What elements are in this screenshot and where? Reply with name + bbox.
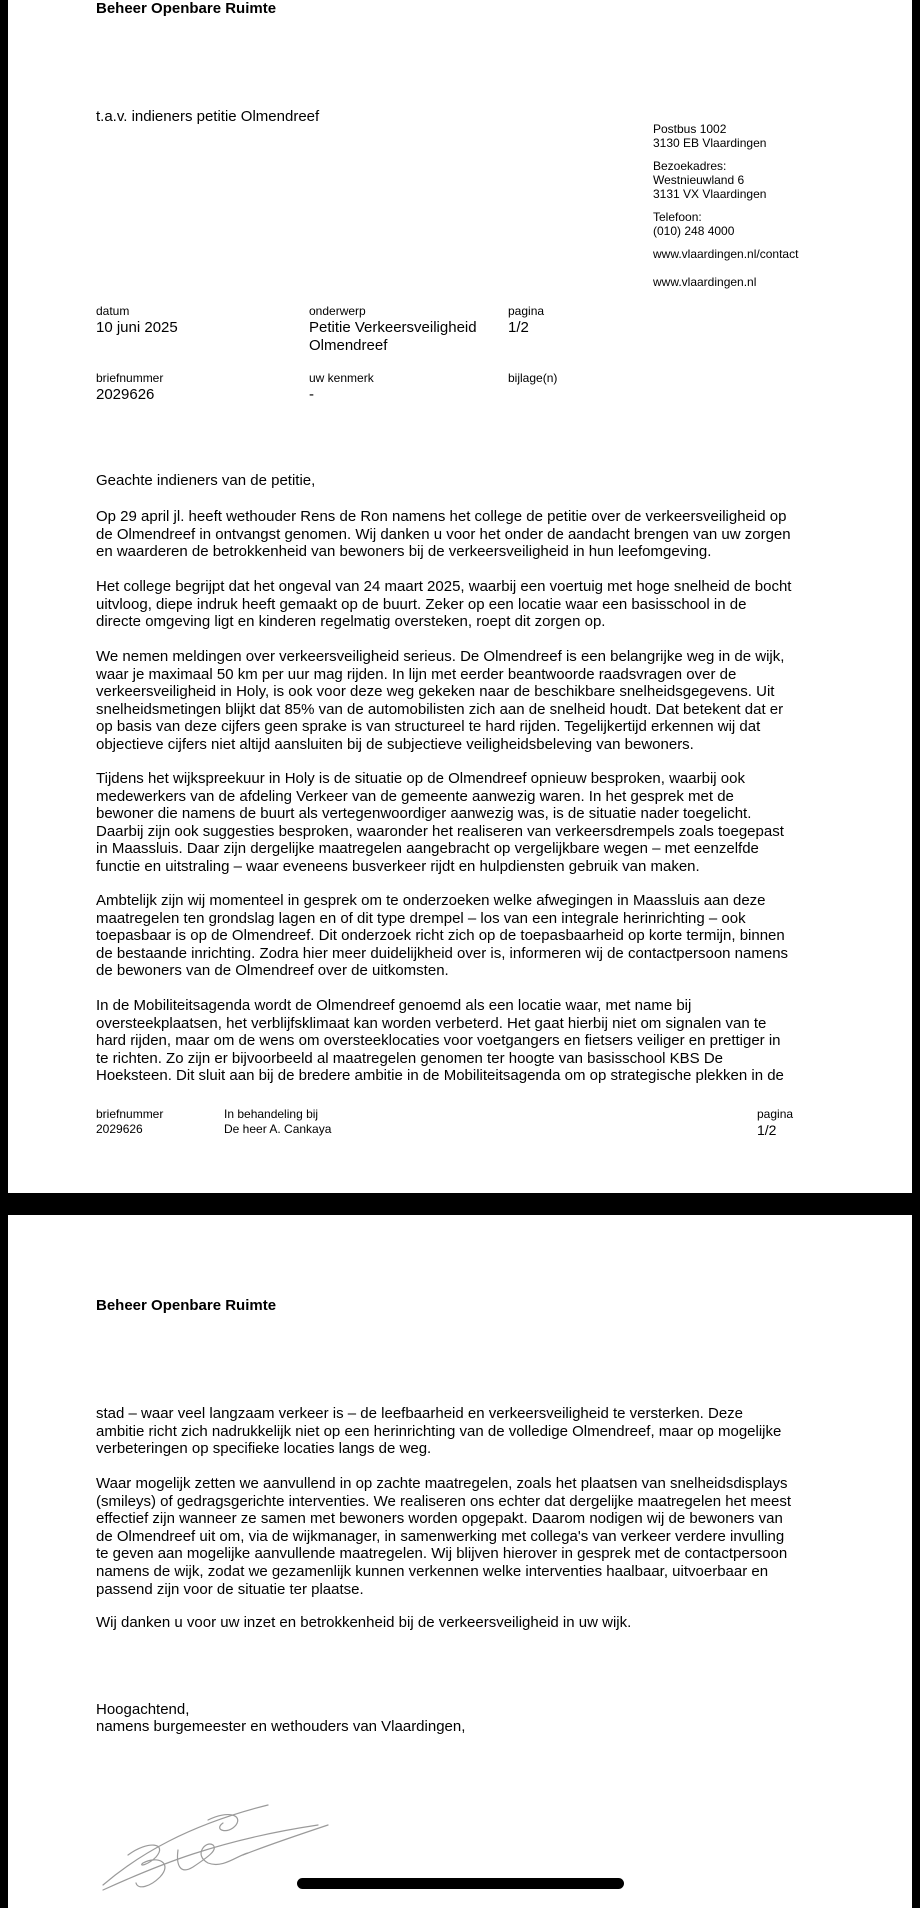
phone-number: (010) 248 4000 [653, 224, 735, 238]
text-line: de bewoners van de Olmendreef over de uitkomsten. [96, 962, 449, 980]
text-line: hard rijden, maar om de wens om oversteeklocaties voor voetgangers en fietsers veiliger en prettiger in [96, 1032, 781, 1050]
closing: Hoogachtend, [96, 1701, 190, 1718]
onderwerp-line-1: Petitie Verkeersveiligheid [309, 319, 477, 336]
text-line: (smileys) of gedragsgerichte interventies. We realiseren ons echter dat dergelijke maatregelen het meest [96, 1492, 792, 1510]
text-line: verkeersveiligheid in Holy, is ook voor deze weg gekeken naar de beschikbare snelheidsgegevens. Uit [96, 683, 775, 701]
text-line: objectieve cijfers niet altijd aansluiten bij de subjectieve veiligheidsbeleving van bewoners. [96, 735, 694, 753]
bijlage-label: bijlage(n) [508, 371, 558, 385]
pagina-label: pagina [508, 304, 545, 318]
closing-on-behalf: namens burgemeester en wethouders van Vlaardingen, [96, 1718, 466, 1735]
website-link[interactable]: www.vlaardingen.nl [653, 275, 757, 289]
text-line: Het college begrijpt dat het ongeval van 24 maart 2025, waarbij een voertuig met hoge snelheid de bocht [96, 578, 792, 595]
text-line: ambitie richt zich nadrukkelijk niet op een herinrichting van de volledige Olmendreef, maar op mogelijke [96, 1422, 782, 1440]
letter-page-1 [8, 0, 912, 1193]
footer-behandeling-value: De heer A. Cankaya [224, 1122, 332, 1136]
text-line: waar je maximaal 50 km per uur mag rijden. In lijn met eerder beantwoorde raadsvragen over de [96, 665, 737, 683]
sender-address-block [653, 122, 853, 298]
recipient-line: t.a.v. indieners petitie Olmendreef [96, 108, 320, 125]
contact-link[interactable]: www.vlaardingen.nl/contact [653, 247, 799, 261]
text-line: de Olmendreef uit om, via de wijkmanager, in samenwerking met collega's van verkeer verdere invulling [96, 1527, 785, 1545]
text-line: Tijdens het wijkspreekuur in Holy is de situatie op de Olmendreef opnieuw besproken, waarbij ook [96, 770, 745, 787]
home-indicator[interactable] [297, 1878, 624, 1889]
body-paragraph [96, 1405, 816, 1458]
address-postcode-city: 3130 EB Vlaardingen [653, 136, 767, 150]
datum-value: 10 juni 2025 [96, 319, 178, 336]
body-paragraph [96, 648, 816, 754]
text-line: verbeteringen op specifieke locaties langs de weg. [96, 1440, 432, 1458]
kenmerk-label: uw kenmerk [309, 371, 374, 385]
body-paragraph [96, 1614, 816, 1632]
text-line: Wij danken u voor uw inzet en betrokkenheid bij de verkeersveiligheid in uw wijk. [96, 1614, 632, 1631]
briefnummer-value: 2029626 [96, 386, 155, 403]
text-line: Daarbij zijn ook suggesties besproken, waaronder het realiseren van verkeersdrempels zoals toegepast [96, 822, 784, 840]
body-paragraph [96, 770, 816, 876]
text-line: maatregelen ten grondslag lagen en of dit type drempel – los van een integrale herinrichting – ook [96, 909, 746, 927]
text-line: medewerkers van de afdeling Verkeer van de gemeente aanwezig waren. In het gesprek met de [96, 787, 734, 805]
visit-address-label: Bezoekadres: [653, 159, 727, 173]
footer-briefnummer-value: 2029626 [96, 1122, 143, 1136]
body-paragraph [96, 892, 816, 980]
text-line: functie en uitstraling – waar eveneens busverkeer rijdt en hulpdiensten gebruik van maken. [96, 857, 700, 875]
text-line: Hoeksteen. Dit sluit aan bij de bredere ambitie in de Mobiliteitsagenda om op strategische plekken in de [96, 1067, 784, 1085]
phone-label: Telefoon: [653, 210, 702, 224]
text-line: de Olmendreef in ontvangst genomen. Wij danken u voor het onder de aandacht brengen van uw zorgen [96, 525, 791, 543]
department-header: Beheer Openbare Ruimte [96, 1297, 277, 1314]
datum-label: datum [96, 304, 130, 318]
text-line: uitvloog, diepe indruk heeft gemaakt op de buurt. Zeker op een locatie waar een basisschool in de [96, 595, 747, 613]
footer-briefnummer-label: briefnummer [96, 1107, 164, 1121]
text-line: effectief zijn wanneer ze samen met bewoners worden opgepakt. Daarom nodigen wij de bewoners van [96, 1510, 783, 1528]
text-line: Op 29 april jl. heeft wethouder Rens de Ron namens het college de petitie over de verkeersveiligheid op [96, 508, 787, 525]
body-paragraph [96, 508, 816, 561]
onderwerp-label: onderwerp [309, 304, 366, 318]
text-line: te richten. Zo zijn er bijvoorbeeld al maatregelen genomen ter hoogte van basisschool KBS De [96, 1049, 724, 1067]
visit-address-street: Westnieuwland 6 [653, 173, 745, 187]
text-line: en waarderen de betrokkenheid van bewoners bij de verkeersveiligheid in hun leefomgeving. [96, 543, 712, 561]
address-postbus: Postbus 1002 [653, 122, 727, 136]
text-line: toepasbaar is op de Olmendreef. Dit onderzoek richt zich op de toepasbaarheid op korte termijn, binnen [96, 927, 785, 945]
footer-pagina-value: 1/2 [757, 1122, 777, 1138]
briefnummer-label: briefnummer [96, 371, 164, 385]
body-paragraph [96, 578, 816, 631]
text-line: bewoner die namens de buurt als vertegenwoordiger aanwezig was, is de situatie nader toegelicht. [96, 805, 752, 823]
salutation: Geachte indieners van de petitie, [96, 472, 316, 489]
kenmerk-value: - [309, 386, 314, 403]
body-paragraph [96, 1475, 816, 1598]
text-line: op basis van deze cijfers geen sprake is van structureel te hard rijden. Tegelijkertijd erkennen wij dat [96, 718, 761, 736]
text-line: te geven aan mogelijke aanvullende maatregelen. Wij blijven hierover in gesprek met de contactpersoon [96, 1545, 788, 1563]
department-header: Beheer Openbare Ruimte [96, 0, 277, 17]
onderwerp-line-2: Olmendreef [309, 337, 388, 354]
text-line: snelheidsmetingen blijkt dat 85% van de automobilisten zich aan de snelheid houdt. Dat betekent dat er [96, 700, 784, 718]
text-line: namens de wijk, zodat we gezamenlijk kunnen verkennen welke interventies haalbaar, uitvoerbaar en [96, 1562, 769, 1580]
text-line: in Maassluis. Daar zijn dergelijke maatregelen aangebracht op vergelijkbare wegen – met eenzelfde [96, 840, 759, 858]
footer-pagina-label: pagina [757, 1107, 794, 1121]
text-line: Ambtelijk zijn wij momenteel in gesprek om te onderzoeken welke afwegingen in Maassluis aan deze [96, 892, 766, 909]
body-paragraph [96, 997, 816, 1085]
letter-page-2 [8, 1215, 912, 1908]
footer-behandeling-label: In behandeling bij [224, 1107, 319, 1121]
text-line: Waar mogelijk zetten we aanvullend in op zachte maatregelen, zoals het plaatsen van snelheidsdisplays [96, 1475, 788, 1492]
text-line: In de Mobiliteitsagenda wordt de Olmendreef genoemd als een locatie waar, met name bij [96, 997, 692, 1014]
text-line: de bestaande inrichting. Zodra hier meer duidelijkheid over is, informeren wij de contactpersoon namens [96, 944, 789, 962]
visit-address-postcode-city: 3131 VX Vlaardingen [653, 187, 767, 201]
text-line: We nemen meldingen over verkeersveiligheid serieus. De Olmendreef is een belangrijke weg in de wijk, [96, 648, 785, 665]
text-line: stad – waar veel langzaam verkeer is – de leefbaarheid en verkeersveiligheid te versterken. Deze [96, 1405, 744, 1422]
text-line: directe omgeving ligt en kinderen regelmatig oversteken, roept dit zorgen op. [96, 613, 606, 631]
onderwerp-value [309, 319, 477, 355]
pagina-value: 1/2 [508, 319, 529, 336]
text-line: oversteekplaatsen, het verblijfsklimaat kan worden verbeterd. Het gaat hierbij niet om signalen van te [96, 1014, 767, 1032]
text-line: passend zijn voor de situatie ter plaatse. [96, 1580, 364, 1598]
